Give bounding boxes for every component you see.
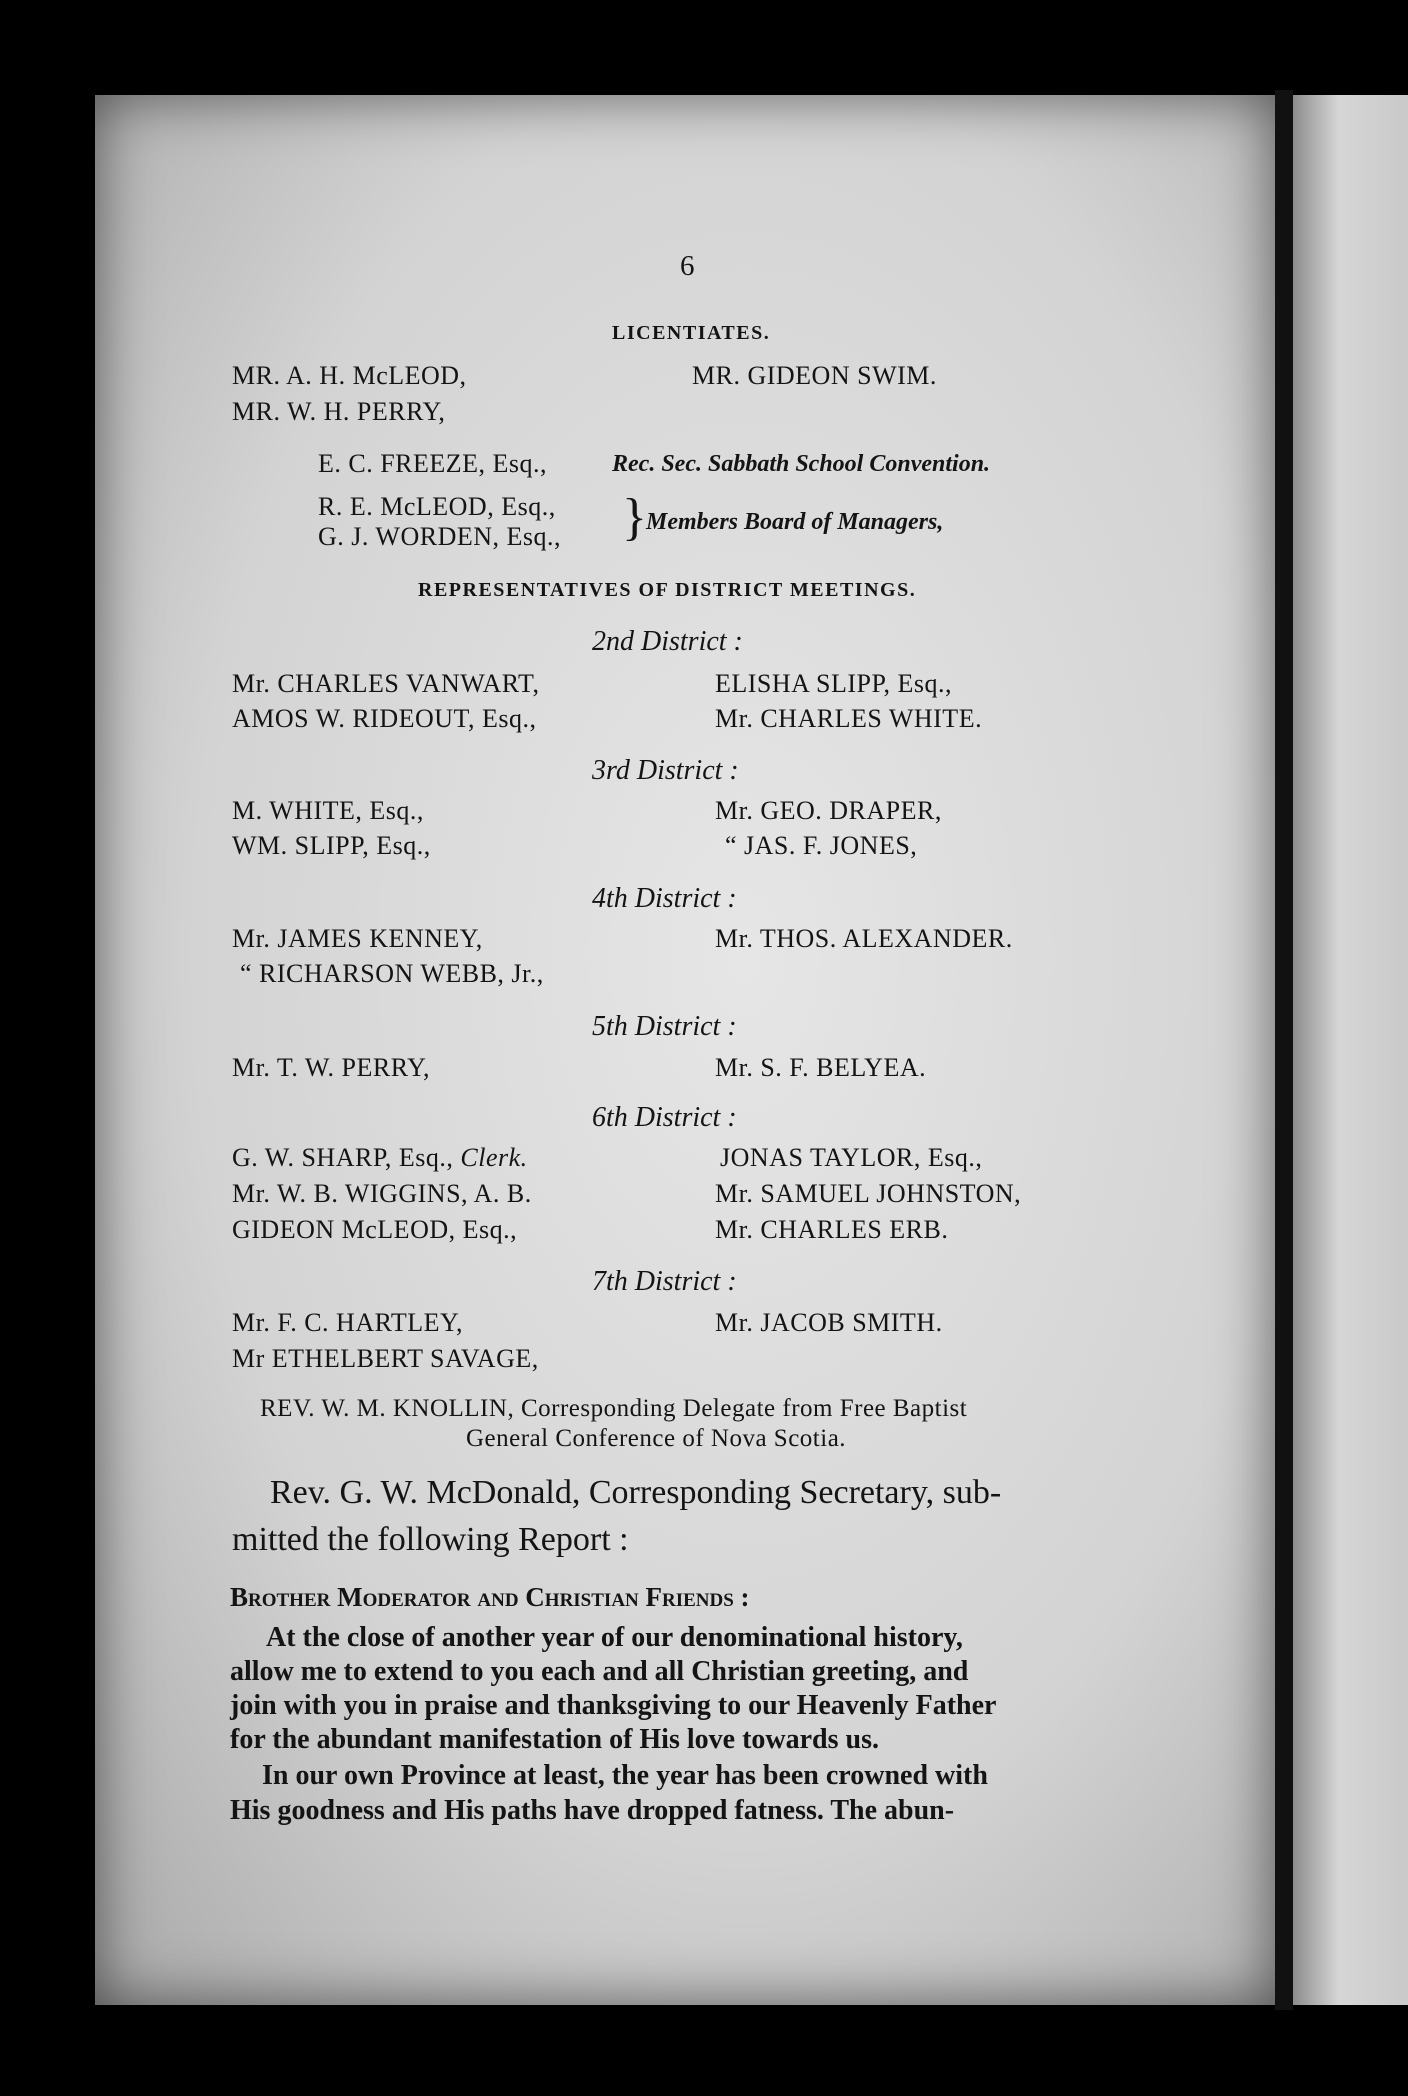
delegate-line: General Conference of Nova Scotia. [466, 1425, 847, 1452]
report-body-line: join with you in praise and thanksgiving to our Heavenly Father [230, 1690, 997, 1721]
representative-name: GIDEON McLEOD, Esq., [232, 1215, 518, 1244]
representatives-heading: REPRESENTATIVES OF DISTRICT MEETINGS. [418, 579, 917, 601]
page-gutter [1275, 90, 1293, 2010]
officer-name: R. E. McLEOD, Esq., [318, 492, 556, 521]
district-title: 4th District : [592, 883, 737, 914]
district-title: 3rd District : [592, 755, 739, 786]
representative-name: Mr ETHELBERT SAVAGE, [232, 1344, 539, 1373]
representative-name: WM. SLIPP, Esq., [232, 831, 431, 860]
officer-role: Rec. Sec. Sabbath School Convention. [612, 451, 991, 477]
district-title: 5th District : [592, 1011, 737, 1042]
representative-name: Mr. JACOB SMITH. [715, 1308, 943, 1337]
licentiate-name: MR. W. H. PERRY, [232, 397, 446, 426]
representative-name: Mr. S. F. BELYEA. [715, 1053, 927, 1082]
report-body-line: At the close of another year of our denominational history, [266, 1622, 963, 1653]
report-intro-line: Rev. G. W. McDonald, Corresponding Secretary, sub- [270, 1474, 1002, 1511]
representative-name: Mr. JAMES KENNEY, [232, 924, 483, 953]
representative-name: Mr. CHARLES ERB. [715, 1215, 949, 1244]
district-title: 2nd District : [592, 626, 743, 657]
report-body-line: In our own Province at least, the year has been crowned with [262, 1760, 988, 1791]
licentiate-name: MR. A. H. McLEOD, [232, 361, 467, 390]
representative-name: Mr. W. B. WIGGINS, A. B. [232, 1179, 532, 1208]
representative-name: M. WHITE, Esq., [232, 796, 424, 825]
brace-glyph: } [622, 489, 647, 546]
report-body-line: His goodness and His paths have dropped fatness. The abun- [230, 1795, 955, 1826]
delegate-line: REV. W. M. KNOLLIN, Corresponding Delegate from Free Baptist [260, 1395, 968, 1422]
adjacent-page-edge [1293, 95, 1408, 2005]
page-number: 6 [680, 250, 695, 282]
licentiate-name: MR. GIDEON SWIM. [692, 361, 937, 390]
representative-name: Mr. THOS. ALEXANDER. [715, 924, 1013, 953]
representative-name: Mr. SAMUEL JOHNSTON, [715, 1179, 1022, 1208]
report-body-line: for the abundant manifestation of His love towards us. [230, 1724, 879, 1755]
officer-name: G. J. WORDEN, Esq., [318, 522, 562, 551]
report-intro-line: mitted the following Report : [232, 1521, 629, 1558]
district-title: 7th District : [592, 1266, 737, 1297]
representative-name [232, 1145, 528, 1171]
officer-name: E. C. FREEZE, Esq., [318, 449, 548, 478]
representative-name: “ RICHARSON WEBB, Jr., [240, 959, 544, 988]
representative-name: “ JAS. F. JONES, [725, 831, 918, 860]
representative-name: ELISHA SLIPP, Esq., [715, 669, 953, 698]
report-body-line: allow me to extend to you each and all Christian greeting, and [230, 1656, 969, 1687]
representative-name: Mr. GEO. DRAPER, [715, 796, 942, 825]
officer-role: Members Board of Managers, [646, 509, 944, 535]
representative-name: Mr. CHARLES VANWART, [232, 669, 540, 698]
representative-name-text: G. W. SHARP, Esq., [232, 1143, 461, 1172]
representative-name: Mr. F. C. HARTLEY, [232, 1308, 463, 1337]
representative-name: AMOS W. RIDEOUT, Esq., [232, 704, 537, 733]
licentiates-heading: LICENTIATES. [612, 322, 771, 344]
representative-name: Mr. T. W. PERRY, [232, 1053, 431, 1082]
representative-name: JONAS TAYLOR, Esq., [720, 1143, 983, 1172]
representative-name: Mr. CHARLES WHITE. [715, 704, 983, 733]
district-title: 6th District : [592, 1102, 737, 1133]
salutation: Brother Moderator and Christian Friends : [230, 1582, 750, 1612]
clerk-title: Clerk. [460, 1143, 528, 1172]
